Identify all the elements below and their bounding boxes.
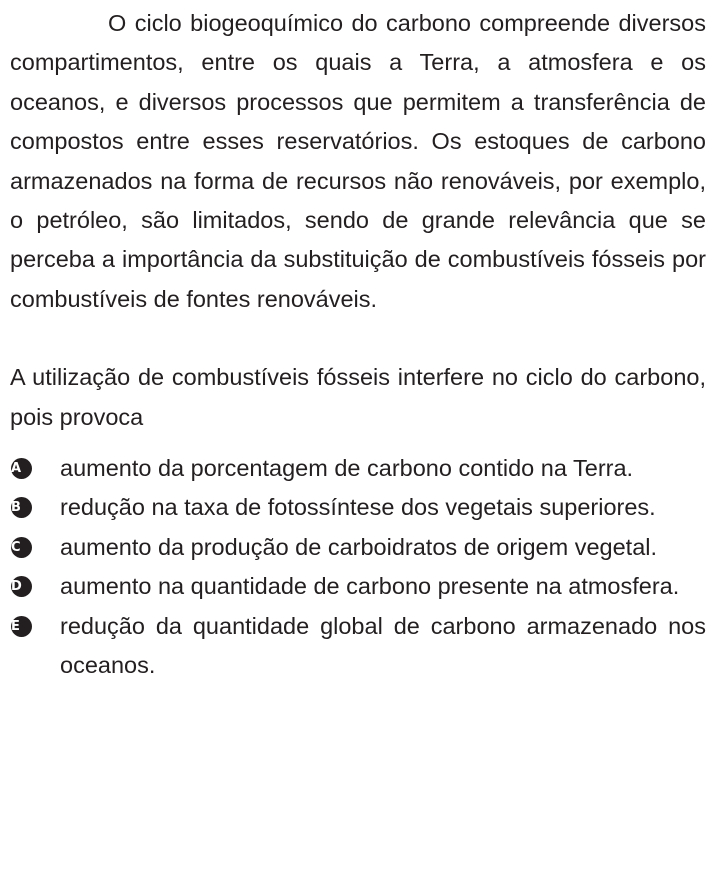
- option-a[interactable]: [10, 449, 706, 488]
- answer-options: [10, 449, 706, 685]
- option-d[interactable]: [10, 567, 706, 606]
- option-a-text: aumento da porcentagem de carbono contido na Terra.: [60, 455, 634, 482]
- option-e-text: redução da quantidade global de carbono armazenado nos oceanos.: [60, 612, 706, 679]
- option-b-text: redução na taxa de fotossíntese dos vegetais superiores.: [60, 494, 656, 521]
- option-e-letter-icon: E: [11, 616, 32, 637]
- option-d-letter-icon: D: [11, 576, 32, 597]
- option-b[interactable]: [10, 488, 706, 527]
- option-c-letter-icon: C: [11, 537, 32, 558]
- option-b-letter-icon: B: [11, 497, 32, 518]
- option-c[interactable]: [10, 528, 706, 567]
- option-e[interactable]: [10, 607, 706, 686]
- option-d-text: aumento na quantidade de carbono presente na atmosfera.: [60, 573, 680, 600]
- option-a-letter-icon: A: [11, 458, 32, 479]
- option-c-text: aumento da produção de carboidratos de origem vegetal.: [60, 533, 658, 560]
- question-stem: A utilização de combustíveis fósseis interfere no ciclo do carbono, pois provoca: [10, 364, 706, 430]
- intro-paragraph: O ciclo biogeoquímico do carbono compreende diversos compartimentos, entre os quais a Terra, a atmosfera e os oceanos, e diversos processos que permitem a transferência de compostos entre esses reservatórios. Os estoques de carbono armazenados na forma de recursos não renováveis, por exemplo, o petróleo, são limitados, sendo de grande relevância que se perceba a importância da substituição de combustíveis fósseis por combustíveis de fontes renováveis.: [10, 10, 706, 312]
